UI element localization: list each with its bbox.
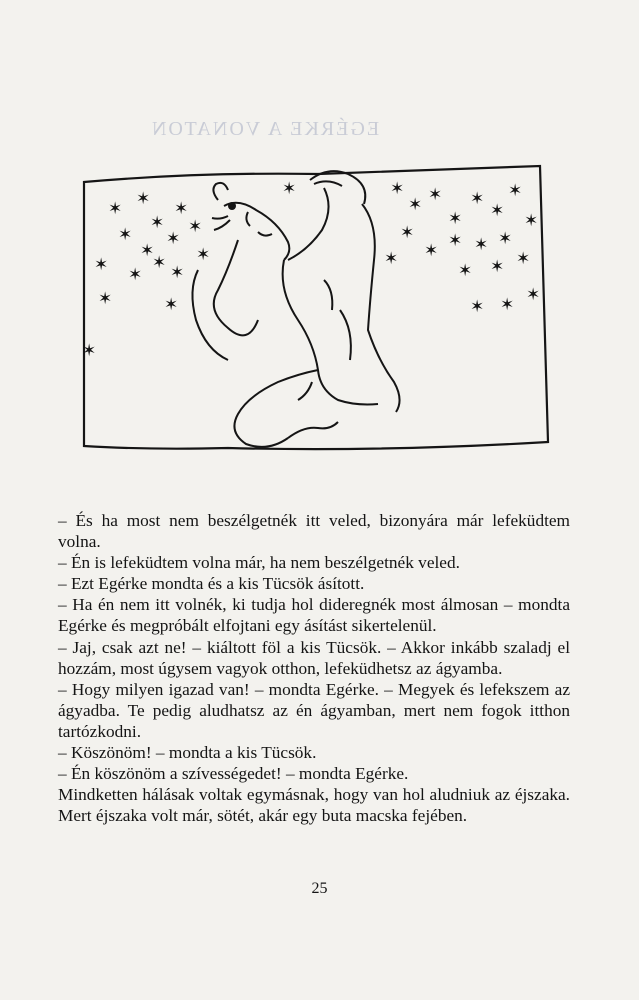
svg-text:✶: ✶ xyxy=(94,255,109,275)
svg-text:✶: ✶ xyxy=(490,257,505,277)
svg-text:✶: ✶ xyxy=(474,235,489,255)
svg-text:✶: ✶ xyxy=(152,253,167,273)
story-text xyxy=(58,510,570,826)
svg-text:✶: ✶ xyxy=(408,195,423,215)
svg-text:✶: ✶ xyxy=(128,265,143,285)
svg-text:✶: ✶ xyxy=(98,289,113,309)
svg-text:✶: ✶ xyxy=(164,295,179,315)
svg-text:✶: ✶ xyxy=(400,223,415,243)
svg-text:✶: ✶ xyxy=(384,249,399,269)
svg-text:✶: ✶ xyxy=(526,285,541,305)
stars xyxy=(82,179,540,361)
bleed-through-heading: EGÉRKE A VONATON xyxy=(150,118,380,140)
svg-text:✶: ✶ xyxy=(428,185,443,205)
svg-text:✶: ✶ xyxy=(424,241,439,261)
svg-text:✶: ✶ xyxy=(174,199,189,219)
svg-text:✶: ✶ xyxy=(470,297,485,317)
svg-text:✶: ✶ xyxy=(498,229,513,249)
mouse-figure xyxy=(192,171,399,447)
svg-text:✶: ✶ xyxy=(458,261,473,281)
paragraph: – Jaj, csak azt ne! – kiáltott föl a kis Tücsök. – Akkor inkább szaladj el hozzám, most úgysem vagyok otthon, lefeküdhetsz az ágyamba. xyxy=(58,637,570,678)
svg-text:✶: ✶ xyxy=(282,179,297,199)
paragraph: – Én is lefeküdtem volna már, ha nem beszélgetnék veled. xyxy=(58,553,460,573)
svg-text:✶: ✶ xyxy=(82,341,97,361)
svg-text:✶: ✶ xyxy=(524,211,539,231)
svg-text:✶: ✶ xyxy=(448,231,463,251)
paragraph: – Hogy milyen igazad van! – mondta Egérke. – Megyek és lefekszem az ágyadba. Te pedig aludhatsz az én ágyamban, mert nem fogok itthon tartózkodni. xyxy=(58,679,570,741)
svg-text:✶: ✶ xyxy=(140,241,155,261)
svg-text:✶: ✶ xyxy=(448,209,463,229)
svg-text:✶: ✶ xyxy=(108,199,123,219)
page-number: 25 xyxy=(311,880,328,897)
svg-text:✶: ✶ xyxy=(188,217,203,237)
paragraph: – Én köszönöm a szívességedet! – mondta Egérke. xyxy=(58,764,409,784)
svg-text:✶: ✶ xyxy=(136,189,151,209)
svg-text:✶: ✶ xyxy=(170,263,185,283)
svg-text:✶: ✶ xyxy=(166,229,181,249)
svg-text:✶: ✶ xyxy=(516,249,531,269)
svg-text:✶: ✶ xyxy=(500,295,515,315)
svg-text:✶: ✶ xyxy=(508,181,523,201)
paragraph: – Ezt Egérke mondta és a kis Tücsök ásított. xyxy=(58,574,365,594)
paragraph: – És ha most nem beszélgetnék itt veled, bizonyára már lefeküdtem volna. xyxy=(58,511,570,552)
svg-text:✶: ✶ xyxy=(470,189,485,209)
paragraph: – Ha én nem itt volnék, ki tudja hol dideregnék most álmosan – mondta Egérke és megpróbált elfojtani egy ásítást sikertelenül. xyxy=(58,595,570,636)
mouse-stars-illustration xyxy=(78,160,552,460)
svg-text:✶: ✶ xyxy=(150,213,165,233)
paragraph: Mindketten hálásak voltak egymásnak, hogy van hol aludniuk az éjszaka. Mert éjszaka volt már, sötét, akár egy buta macska fejében. xyxy=(58,785,570,826)
svg-text:✶: ✶ xyxy=(196,245,211,265)
paragraph: – Köszönöm! – mondta a kis Tücsök. xyxy=(58,743,317,763)
svg-text:✶: ✶ xyxy=(490,201,505,221)
svg-text:✶: ✶ xyxy=(390,179,405,199)
svg-text:✶: ✶ xyxy=(118,225,133,245)
